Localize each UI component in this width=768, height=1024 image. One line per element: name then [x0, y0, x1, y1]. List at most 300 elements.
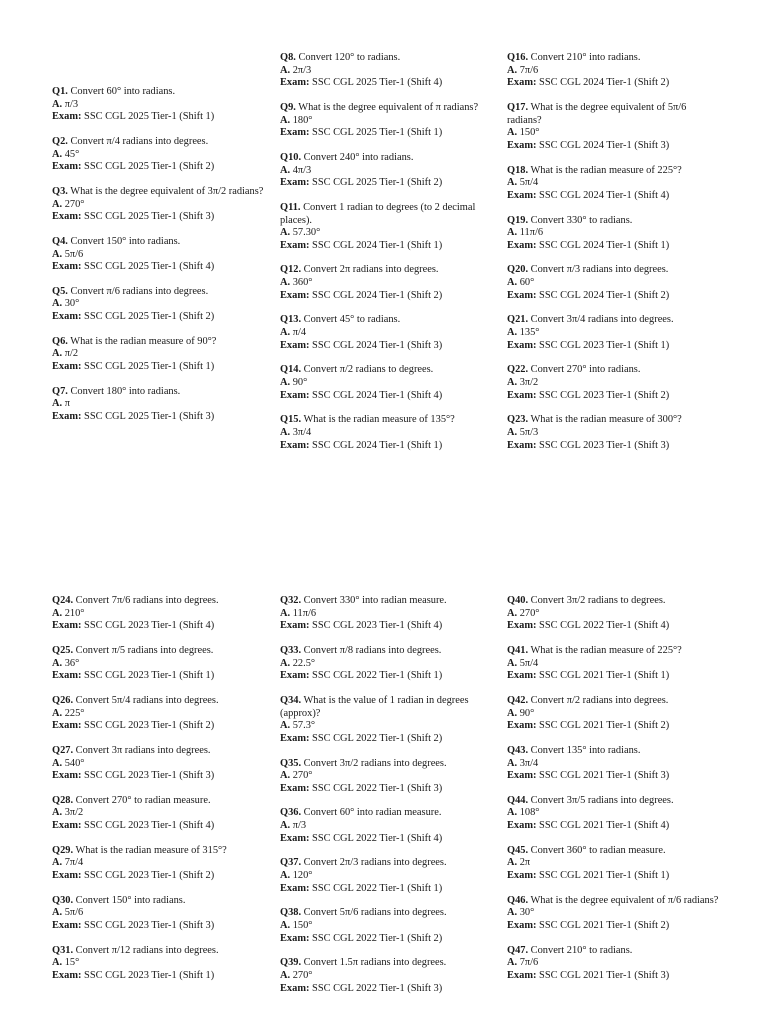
question-text: What is the radian measure of 225°?: [528, 644, 682, 656]
answer-label: A.: [52, 607, 63, 619]
answer-label: A.: [280, 720, 291, 732]
question-text-line: [280, 645, 494, 658]
answer-line: [280, 65, 494, 78]
exam-label: Exam:: [280, 239, 310, 251]
exam-label: Exam:: [52, 311, 82, 323]
question-text-line: [280, 695, 494, 720]
question-text-line: [52, 745, 266, 758]
question-text-line: [52, 945, 266, 958]
question-text-line: [507, 264, 721, 277]
answer-line: [507, 327, 721, 340]
question-item: [507, 264, 721, 302]
exam-label: Exam:: [280, 932, 310, 944]
question-item: [280, 364, 494, 402]
question-item: [507, 165, 721, 203]
exam-line: [507, 820, 721, 833]
question-number: Q36.: [280, 807, 302, 819]
answer-label: A.: [507, 64, 518, 76]
answer-line: [52, 298, 266, 311]
question-item: [507, 745, 721, 783]
question-text-line: [507, 414, 721, 427]
exam-line: [52, 361, 266, 374]
question-text: Convert 3π/2 radians to degrees.: [528, 595, 666, 606]
question-text: Convert 210° into radians.: [528, 52, 641, 63]
question-text-line: [507, 165, 721, 178]
question-item: [280, 645, 494, 683]
answer-value: 3π/4: [290, 426, 312, 438]
exam-label: Exam:: [507, 189, 537, 201]
question-number: Q17.: [507, 101, 529, 113]
answer-line: [507, 758, 721, 771]
exam-line: [52, 720, 266, 733]
exam-label: Exam:: [280, 339, 310, 351]
exam-line: [52, 620, 266, 633]
answer-line: [280, 377, 494, 390]
question-item: [280, 102, 494, 140]
answer-label: A.: [52, 757, 63, 769]
exam-label: Exam:: [52, 211, 82, 223]
answer-value: 120°: [290, 870, 313, 882]
exam-line: [280, 77, 494, 90]
answer-value: 360°: [290, 277, 313, 289]
exam-line: [507, 720, 721, 733]
exam-line: [507, 870, 721, 883]
question-text: What is the radian measure of 315°?: [73, 844, 227, 856]
question-text-line: [280, 414, 494, 427]
question-number: Q7.: [52, 385, 68, 397]
question-item: [52, 645, 266, 683]
question-number: Q2.: [52, 135, 68, 147]
question-number: Q1.: [52, 86, 68, 97]
answer-label: A.: [280, 920, 291, 931]
question-text-line: [507, 215, 721, 228]
answer-label: A.: [507, 857, 518, 869]
exam-label: Exam:: [507, 389, 537, 401]
exam-label: Exam:: [52, 720, 82, 732]
question-item: [52, 845, 266, 883]
question-number: Q5.: [52, 285, 68, 297]
answer-line: [280, 770, 494, 783]
question-text-line: [280, 857, 494, 870]
answer-label: A.: [280, 607, 291, 619]
question-item: [280, 957, 494, 995]
question-text: Convert 3π/5 radians into degrees.: [528, 794, 674, 806]
question-text-line: [280, 202, 494, 227]
answer-line: [52, 348, 266, 361]
question-text: What is the radian measure of 225°?: [528, 164, 682, 176]
exam-label: Exam:: [280, 832, 310, 844]
question-item: [507, 695, 721, 733]
exam-value: SSC CGL 2023 Tier-1 (Shift 1): [536, 339, 670, 351]
exam-value: SSC CGL 2021 Tier-1 (Shift 2): [536, 720, 670, 732]
question-text: Convert 5π/4 radians into degrees.: [73, 694, 219, 706]
exam-line: [52, 870, 266, 883]
answer-value: 11π/6: [290, 607, 317, 619]
exam-line: [507, 440, 721, 453]
question-text-line: [52, 386, 266, 399]
exam-value: SSC CGL 2024 Tier-1 (Shift 1): [309, 239, 443, 251]
question-text: Convert π/6 radians into degrees.: [67, 285, 209, 297]
question-item: [280, 695, 494, 745]
question-text: Convert 1.5π radians into degrees.: [301, 957, 447, 969]
answer-label: A.: [52, 907, 63, 919]
question-text-line: [507, 945, 721, 958]
answer-value: 2π/3: [290, 64, 312, 76]
answer-label: A.: [280, 426, 291, 438]
question-text: Convert 150° into radians.: [67, 235, 181, 247]
question-text: Convert 360° to radian measure.: [528, 844, 666, 856]
question-text: What is the radian measure of 135°?: [301, 414, 455, 426]
question-number: Q26.: [52, 694, 74, 706]
exam-line: [507, 390, 721, 403]
answer-line: [507, 377, 721, 390]
exam-line: [280, 833, 494, 846]
question-number: Q35.: [280, 757, 302, 769]
answer-label: A.: [52, 248, 63, 260]
answer-value: 57.30°: [290, 227, 321, 239]
question-text: Convert 3π/4 radians into degrees.: [528, 314, 674, 326]
answer-label: A.: [507, 227, 518, 239]
exam-label: Exam:: [52, 670, 82, 682]
exam-value: SSC CGL 2025 Tier-1 (Shift 2): [81, 311, 215, 323]
question-item: [52, 286, 266, 324]
question-text: What is the degree equivalent of π radians?: [295, 101, 479, 113]
question-item: [507, 645, 721, 683]
exam-line: [52, 411, 266, 424]
answer-line: [507, 227, 721, 240]
question-text-line: [280, 364, 494, 377]
question-item: [52, 336, 266, 374]
exam-label: Exam:: [52, 770, 82, 782]
answer-label: A.: [52, 857, 63, 869]
question-number: Q39.: [280, 957, 302, 969]
answer-line: [280, 227, 494, 240]
answer-line: [507, 957, 721, 970]
question-text: Convert 135° into radians.: [528, 744, 641, 756]
question-number: Q12.: [280, 264, 302, 276]
exam-line: [507, 620, 721, 633]
question-number: Q25.: [52, 644, 74, 656]
exam-value: SSC CGL 2023 Tier-1 (Shift 4): [309, 620, 443, 632]
answer-value: 270°: [62, 198, 85, 210]
answer-value: 90°: [517, 707, 535, 719]
exam-label: Exam:: [52, 820, 82, 832]
question-text: Convert 60° into radian measure.: [301, 807, 442, 819]
answer-line: [52, 907, 266, 920]
answer-value: 5π/6: [62, 248, 84, 260]
question-item: [280, 907, 494, 945]
answer-line: [52, 957, 266, 970]
question-text: Convert 2π radians into degrees.: [301, 264, 439, 276]
answer-line: [280, 920, 494, 933]
question-number: Q4.: [52, 235, 68, 247]
exam-line: [52, 920, 266, 933]
answer-line: [507, 907, 721, 920]
exam-value: SSC CGL 2024 Tier-1 (Shift 1): [536, 239, 670, 251]
question-text: Convert 150° into radians.: [73, 894, 186, 906]
exam-value: SSC CGL 2023 Tier-1 (Shift 1): [81, 670, 215, 682]
exam-line: [52, 261, 266, 274]
question-number: Q15.: [280, 414, 302, 426]
exam-value: SSC CGL 2025 Tier-1 (Shift 1): [81, 111, 215, 123]
question-text: Convert 330° into radian measure.: [301, 595, 447, 606]
exam-label: Exam:: [507, 920, 537, 931]
exam-label: Exam:: [280, 732, 310, 744]
answer-value: 150°: [290, 920, 313, 931]
answer-line: [280, 720, 494, 733]
question-text-line: [507, 364, 721, 377]
exam-value: SSC CGL 2025 Tier-1 (Shift 2): [309, 177, 443, 189]
exam-line: [507, 920, 721, 933]
exam-label: Exam:: [52, 361, 82, 373]
exam-line: [52, 311, 266, 324]
answer-value: 90°: [290, 377, 308, 388]
exam-line: [280, 783, 494, 796]
exam-label: Exam:: [280, 127, 310, 139]
exam-label: Exam:: [507, 670, 537, 682]
answer-label: A.: [507, 127, 518, 139]
question-item: [507, 945, 721, 983]
answer-line: [507, 608, 721, 621]
question-item: [280, 314, 494, 352]
answer-label: A.: [52, 807, 63, 819]
exam-label: Exam:: [52, 161, 82, 173]
exam-value: SSC CGL 2022 Tier-1 (Shift 2): [309, 732, 443, 744]
answer-label: A.: [280, 64, 291, 76]
exam-label: Exam:: [52, 969, 82, 981]
exam-line: [280, 883, 494, 896]
question-text-line: [280, 152, 494, 165]
question-number: Q18.: [507, 164, 529, 176]
exam-label: Exam:: [52, 870, 82, 882]
exam-label: Exam:: [507, 770, 537, 782]
answer-label: A.: [280, 770, 291, 782]
question-item: [52, 86, 266, 124]
answer-label: A.: [52, 98, 63, 110]
answer-value: 36°: [62, 657, 80, 669]
question-number: Q42.: [507, 694, 529, 706]
answer-value: 30°: [62, 298, 80, 310]
question-number: Q44.: [507, 794, 529, 806]
exam-label: Exam:: [52, 411, 82, 422]
question-text: Convert 45° to radians.: [301, 314, 401, 326]
question-item: [507, 795, 721, 833]
question-item: [52, 745, 266, 783]
exam-value: SSC CGL 2023 Tier-1 (Shift 2): [536, 389, 670, 401]
question-text-line: [507, 795, 721, 808]
exam-value: SSC CGL 2023 Tier-1 (Shift 4): [81, 620, 215, 632]
question-item: [280, 414, 494, 452]
block-6: [507, 595, 721, 995]
question-text: Convert 240° into radians.: [301, 151, 414, 163]
question-text: Convert 1 radian to degrees (to 2 decimal places).: [280, 201, 476, 226]
exam-label: Exam:: [507, 969, 537, 981]
question-number: Q11.: [280, 201, 301, 213]
exam-line: [52, 820, 266, 833]
exam-line: [52, 161, 266, 174]
exam-value: SSC CGL 2022 Tier-1 (Shift 3): [309, 782, 443, 794]
question-text-line: [52, 645, 266, 658]
question-text: Convert π/8 radians into degrees.: [301, 644, 442, 656]
question-number: Q21.: [507, 314, 529, 326]
question-number: Q3.: [52, 185, 68, 197]
answer-label: A.: [280, 820, 291, 832]
answer-value: 4π/3: [290, 164, 312, 176]
exam-label: Exam:: [52, 261, 82, 273]
question-item: [507, 364, 721, 402]
answer-label: A.: [280, 277, 291, 289]
question-number: Q41.: [507, 644, 529, 656]
exam-value: SSC CGL 2023 Tier-1 (Shift 4): [81, 820, 215, 832]
exam-value: SSC CGL 2023 Tier-1 (Shift 1): [81, 969, 215, 981]
question-number: Q32.: [280, 595, 302, 606]
question-item: [507, 845, 721, 883]
question-number: Q40.: [507, 595, 529, 606]
question-text-line: [52, 136, 266, 149]
answer-label: A.: [52, 398, 63, 410]
question-item: [52, 695, 266, 733]
answer-value: 270°: [517, 607, 540, 619]
exam-label: Exam:: [507, 439, 537, 451]
exam-value: SSC CGL 2024 Tier-1 (Shift 2): [309, 289, 443, 301]
answer-label: A.: [52, 198, 63, 210]
question-number: Q37.: [280, 857, 302, 869]
question-number: Q16.: [507, 52, 529, 63]
answer-value: 3π/2: [517, 377, 539, 388]
exam-line: [507, 140, 721, 153]
question-text: What is the radian measure of 300°?: [528, 414, 682, 426]
exam-line: [280, 127, 494, 140]
question-text: What is the radian measure of 90°?: [67, 335, 217, 347]
exam-label: Exam:: [280, 882, 310, 894]
question-number: Q10.: [280, 151, 302, 163]
exam-label: Exam:: [507, 139, 537, 151]
exam-label: Exam:: [507, 720, 537, 732]
exam-label: Exam:: [280, 177, 310, 189]
exam-label: Exam:: [52, 111, 82, 123]
exam-value: SSC CGL 2024 Tier-1 (Shift 2): [536, 289, 670, 301]
answer-value: 5π/4: [517, 177, 539, 189]
exam-line: [507, 970, 721, 983]
answer-value: 225°: [62, 707, 85, 719]
question-item: [280, 152, 494, 190]
exam-line: [507, 240, 721, 253]
question-item: [52, 795, 266, 833]
question-number: Q38.: [280, 907, 302, 919]
question-number: Q23.: [507, 414, 529, 426]
exam-value: SSC CGL 2025 Tier-1 (Shift 4): [81, 261, 215, 273]
answer-line: [507, 177, 721, 190]
question-text-line: [52, 236, 266, 249]
answer-value: 135°: [517, 327, 540, 339]
question-text: Convert 3π radians into degrees.: [73, 744, 211, 756]
exam-line: [507, 340, 721, 353]
question-text-line: [52, 845, 266, 858]
exam-label: Exam:: [280, 439, 310, 451]
answer-value: 5π/3: [517, 426, 539, 438]
answer-label: A.: [52, 957, 63, 969]
answer-label: A.: [52, 148, 63, 160]
exam-line: [507, 290, 721, 303]
question-number: Q43.: [507, 744, 529, 756]
answer-value: 7π/6: [517, 957, 539, 969]
answer-label: A.: [52, 298, 63, 310]
question-text-line: [507, 102, 721, 127]
question-number: Q47.: [507, 944, 529, 956]
exam-label: Exam:: [280, 620, 310, 632]
answer-line: [52, 708, 266, 721]
question-text: Convert π/3 radians into degrees.: [528, 264, 669, 276]
answer-line: [280, 608, 494, 621]
exam-label: Exam:: [507, 339, 537, 351]
answer-value: 22.5°: [290, 657, 316, 669]
question-text-line: [507, 895, 721, 908]
question-item: [280, 595, 494, 633]
exam-value: SSC CGL 2021 Tier-1 (Shift 3): [536, 770, 670, 782]
question-text-line: [280, 52, 494, 65]
exam-value: SSC CGL 2024 Tier-1 (Shift 1): [309, 439, 443, 451]
question-text-line: [507, 314, 721, 327]
question-text-line: [280, 758, 494, 771]
block-4: [52, 595, 266, 995]
exam-line: [280, 290, 494, 303]
question-text: Convert 270° to radian measure.: [73, 794, 211, 806]
question-text: Convert 7π/6 radians into degrees.: [73, 595, 219, 606]
answer-line: [52, 199, 266, 212]
question-text: Convert 210° to radians.: [528, 944, 633, 956]
question-text-line: [507, 595, 721, 608]
question-text: Convert π/4 radians into degrees.: [67, 135, 209, 147]
answer-value: 210°: [62, 607, 85, 619]
exam-line: [52, 111, 266, 124]
answer-label: A.: [52, 707, 63, 719]
exam-value: SSC CGL 2024 Tier-1 (Shift 4): [536, 189, 670, 201]
exam-line: [280, 390, 494, 403]
question-item: [507, 595, 721, 633]
exam-line: [52, 770, 266, 783]
answer-value: 57.3°: [290, 720, 316, 732]
exam-value: SSC CGL 2024 Tier-1 (Shift 3): [536, 139, 670, 151]
question-number: Q20.: [507, 264, 529, 276]
question-text: Convert π/2 radians into degrees.: [528, 694, 669, 706]
question-text: Convert 3π/2 radians into degrees.: [301, 757, 447, 769]
question-text-line: [52, 186, 266, 199]
exam-line: [52, 211, 266, 224]
answer-label: A.: [280, 377, 291, 388]
answer-line: [280, 165, 494, 178]
question-text-line: [280, 595, 494, 608]
answer-label: A.: [507, 277, 518, 289]
question-text: Convert 180° into radians.: [67, 385, 181, 397]
exam-value: SSC CGL 2021 Tier-1 (Shift 4): [536, 820, 670, 832]
exam-label: Exam:: [507, 870, 537, 882]
question-item: [280, 52, 494, 90]
question-number: Q8.: [280, 52, 296, 63]
answer-line: [507, 857, 721, 870]
answer-value: 15°: [62, 957, 80, 969]
exam-label: Exam:: [280, 389, 310, 401]
question-number: Q27.: [52, 744, 74, 756]
question-number: Q30.: [52, 894, 74, 906]
answer-label: A.: [280, 114, 291, 126]
question-text: Convert 2π/3 radians into degrees.: [301, 857, 447, 869]
answer-label: A.: [52, 348, 63, 360]
exam-value: SSC CGL 2023 Tier-1 (Shift 3): [536, 439, 670, 451]
answer-label: A.: [280, 227, 291, 239]
question-item: [507, 215, 721, 253]
answer-line: [280, 427, 494, 440]
answer-value: 3π/2: [62, 807, 84, 819]
